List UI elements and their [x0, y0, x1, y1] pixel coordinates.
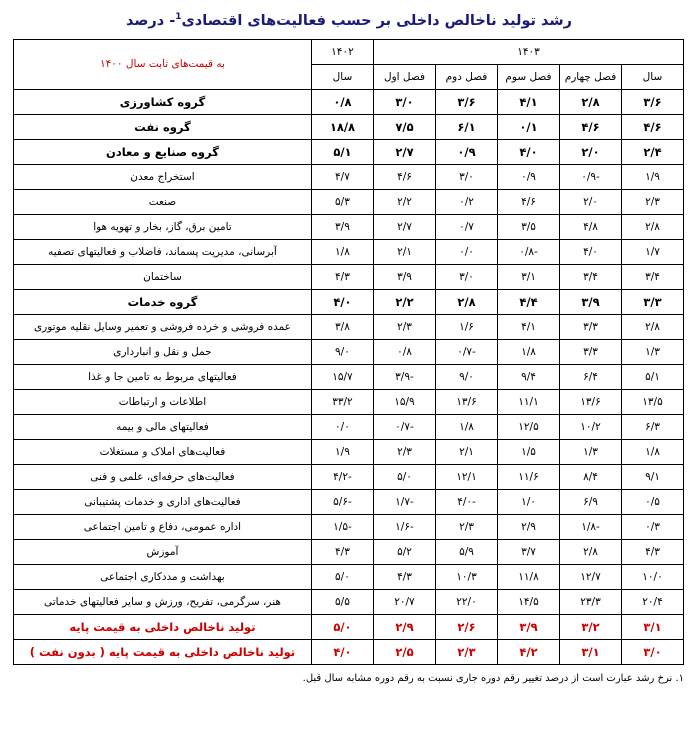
- table-cell: ۱۵/۷: [311, 364, 373, 389]
- row-label: تولید ناخالص داخلی به قیمت پایه: [13, 614, 311, 639]
- row-label: فعالیت‌های اداری و خدمات پشتیبانی: [13, 489, 311, 514]
- table-cell: ۲/۳: [436, 514, 498, 539]
- table-body: [13, 89, 683, 664]
- row-label: عمده فروشی و خرده فروشی و تعمیر وسایل نقلیه موتوری: [13, 314, 311, 339]
- table-row: [13, 439, 683, 464]
- title-footnote-marker: 1: [175, 12, 182, 22]
- table-cell: ۲/۲: [373, 289, 435, 314]
- table-row: [13, 489, 683, 514]
- table-cell: ۰/۹: [498, 164, 560, 189]
- year-group-1402: ۱۴۰۲: [311, 39, 373, 64]
- table-cell: -۱/۵: [311, 514, 373, 539]
- table-cell: ۳/۶: [436, 89, 498, 114]
- table-cell: ۱/۳: [560, 439, 622, 464]
- row-label: حمل و نقل و انبارداری: [13, 339, 311, 364]
- table-cell: ۴/۶: [560, 114, 622, 139]
- table-cell: ۳/۳: [560, 339, 622, 364]
- table-cell: ۲۳/۳: [560, 589, 622, 614]
- row-label: فعالیت‌های املاک و مستغلات: [13, 439, 311, 464]
- table-cell: ۲/۳: [622, 189, 684, 214]
- row-label: گروه نفت: [13, 114, 311, 139]
- table-row: [13, 114, 683, 139]
- page-title-suffix: - درصد: [125, 12, 176, 29]
- table-cell: ۳/۶: [622, 89, 684, 114]
- table-cell: ۶/۴: [560, 364, 622, 389]
- table-cell: -۱/۸: [560, 514, 622, 539]
- table-cell: ۰/۱: [498, 114, 560, 139]
- table-row: [13, 589, 683, 614]
- table-cell: ۴/۶: [498, 189, 560, 214]
- table-cell: ۲/۳: [436, 639, 498, 664]
- table-cell: ۱۳/۵: [622, 389, 684, 414]
- table-cell: ۳/۲: [560, 614, 622, 639]
- table-row: [13, 364, 683, 389]
- table-cell: ۱۱/۸: [498, 564, 560, 589]
- table-cell: ۲/۸: [622, 314, 684, 339]
- table-cell: ۵/۵: [311, 589, 373, 614]
- table-cell: ۴/۰: [311, 289, 373, 314]
- table-cell: ۱/۵: [498, 439, 560, 464]
- table-cell: ۶/۹: [560, 489, 622, 514]
- table-cell: ۱/۸: [436, 414, 498, 439]
- row-label: آموزش: [13, 539, 311, 564]
- table-cell: ۳/۵: [498, 214, 560, 239]
- table-cell: ۱۳/۶: [436, 389, 498, 414]
- table-cell: ۴/۰: [560, 239, 622, 264]
- table-cell: ۲/۰: [560, 189, 622, 214]
- table-cell: ۵/۲: [373, 539, 435, 564]
- table-cell: -۴/۰: [436, 489, 498, 514]
- table-cell: ۵/۰: [311, 614, 373, 639]
- table-cell: ۰/۲: [436, 189, 498, 214]
- table-cell: ۲/۱: [373, 239, 435, 264]
- table-cell: ۳/۰: [622, 639, 684, 664]
- table-cell: ۴/۰: [311, 639, 373, 664]
- table-cell: ۱/۹: [311, 439, 373, 464]
- table-cell: -۵/۶: [311, 489, 373, 514]
- table-cell: ۳۳/۲: [311, 389, 373, 414]
- table-cell: ۸/۴: [560, 464, 622, 489]
- table-row: [13, 514, 683, 539]
- row-label: ساختمان: [13, 264, 311, 289]
- table-cell: ۳/۳: [560, 314, 622, 339]
- table-cell: ۲/۰: [560, 139, 622, 164]
- table-cell: ۵/۳: [311, 189, 373, 214]
- table-row: [13, 89, 683, 114]
- table-cell: ۴/۱: [498, 314, 560, 339]
- table-cell: ۵/۰: [373, 464, 435, 489]
- column-header-2: فصل سوم: [498, 64, 560, 89]
- table-cell: ۰/۰: [436, 239, 498, 264]
- table-cell: ۱۲/۵: [498, 414, 560, 439]
- table-cell: ۱۸/۸: [311, 114, 373, 139]
- row-label: فعالیتهای مالی و بیمه: [13, 414, 311, 439]
- table-cell: ۱۰/۲: [560, 414, 622, 439]
- table-cell: ۰/۷: [436, 214, 498, 239]
- table-cell: ۱۱/۱: [498, 389, 560, 414]
- table-cell: ۲/۸: [622, 214, 684, 239]
- table-cell: ۹/۰: [311, 339, 373, 364]
- table-cell: ۴/۴: [498, 289, 560, 314]
- table-row: [13, 614, 683, 639]
- table-cell: ۳/۰: [373, 89, 435, 114]
- table-cell: ۱/۶: [436, 314, 498, 339]
- row-label: فعالیت‌های حرفه‌ای، علمی و فنی: [13, 464, 311, 489]
- table-row: [13, 564, 683, 589]
- table-row: [13, 339, 683, 364]
- table-cell: ۹/۱: [622, 464, 684, 489]
- table-cell: ۴/۸: [560, 214, 622, 239]
- table-cell: ۲/۷: [373, 139, 435, 164]
- table-row: [13, 139, 683, 164]
- table-cell: ۲/۲: [373, 189, 435, 214]
- row-label: تولید ناخالص داخلی به قیمت پایه ( بدون نفت ): [13, 639, 311, 664]
- table-row: [13, 239, 683, 264]
- table-cell: ۲/۸: [560, 539, 622, 564]
- row-label: اداره عمومی، دفاع و تامین اجتماعی: [13, 514, 311, 539]
- table-cell: ۶/۱: [436, 114, 498, 139]
- table-cell: ۳/۹: [373, 264, 435, 289]
- table-cell: ۳/۱: [498, 264, 560, 289]
- table-cell: ۱۱/۶: [498, 464, 560, 489]
- table-cell: ۰/۰: [311, 414, 373, 439]
- table-cell: ۳/۰: [436, 164, 498, 189]
- table-row: [13, 164, 683, 189]
- table-cell: ۱/۳: [622, 339, 684, 364]
- table-cell: ۳/۴: [622, 264, 684, 289]
- table-cell: -۰/۹: [560, 164, 622, 189]
- table-cell: ۴/۱: [498, 89, 560, 114]
- table-cell: ۱/۸: [498, 339, 560, 364]
- table-cell: -۴/۲: [311, 464, 373, 489]
- table-cell: ۲/۵: [373, 639, 435, 664]
- table-row: [13, 264, 683, 289]
- table-cell: ۲/۸: [560, 89, 622, 114]
- column-header-5: سال: [311, 64, 373, 89]
- table-cell: ۴/۳: [311, 539, 373, 564]
- table-cell: -۱/۶: [373, 514, 435, 539]
- table-header: [13, 39, 683, 89]
- table-cell: ۹/۰: [436, 364, 498, 389]
- table-row: [13, 314, 683, 339]
- table-cell: ۳/۷: [498, 539, 560, 564]
- row-label: استخراج معدن: [13, 164, 311, 189]
- table-cell: ۰/۸: [311, 89, 373, 114]
- table-cell: ۱۴/۵: [498, 589, 560, 614]
- table-cell: ۳/۸: [311, 314, 373, 339]
- table-row: [13, 639, 683, 664]
- column-header-3: فصل دوم: [436, 64, 498, 89]
- column-header-0: سال: [622, 64, 684, 89]
- table-cell: ۱/۹: [622, 164, 684, 189]
- row-label: هنر، سرگرمی، تفریح، ورزش و سایر فعالیتهای خدماتی: [13, 589, 311, 614]
- table-cell: ۳/۹: [311, 214, 373, 239]
- column-header-1: فصل چهارم: [560, 64, 622, 89]
- table-cell: ۲/۹: [498, 514, 560, 539]
- table-cell: ۲۰/۴: [622, 589, 684, 614]
- table-cell: ۱/۸: [622, 439, 684, 464]
- table-cell: ۴/۰: [498, 139, 560, 164]
- table-cell: -۰/۷: [436, 339, 498, 364]
- table-cell: ۲/۳: [373, 439, 435, 464]
- row-label: اطلاعات و ارتباطات: [13, 389, 311, 414]
- table-cell: -۱/۷: [373, 489, 435, 514]
- table-cell: ۱/۸: [311, 239, 373, 264]
- table-cell: ۲/۱: [436, 439, 498, 464]
- table-cell: ۴/۶: [622, 114, 684, 139]
- table-cell: ۱۳/۶: [560, 389, 622, 414]
- row-label: گروه کشاورزی: [13, 89, 311, 114]
- page-title-text: رشد تولید ناخالص داخلی بر حسب فعالیت‌های اقتصادی: [181, 12, 573, 29]
- year-group-1403: ۱۴۰۳: [373, 39, 683, 64]
- table-cell: ۲۲/۰: [436, 589, 498, 614]
- table-row: [13, 389, 683, 414]
- table-cell: ۲۰/۷: [373, 589, 435, 614]
- table-cell: ۷/۵: [373, 114, 435, 139]
- table-cell: ۱/۷: [622, 239, 684, 264]
- table-cell: ۴/۲: [498, 639, 560, 664]
- table-cell: ۲/۹: [373, 614, 435, 639]
- table-cell: ۲/۷: [373, 214, 435, 239]
- header-row-years: [13, 39, 683, 64]
- table-cell: ۵/۹: [436, 539, 498, 564]
- table-cell: -۳/۹: [373, 364, 435, 389]
- row-label: صنعت: [13, 189, 311, 214]
- table-row: [13, 539, 683, 564]
- table-row: [13, 414, 683, 439]
- gdp-growth-table: [13, 39, 684, 665]
- table-row: [13, 214, 683, 239]
- table-cell: ۵/۰: [311, 564, 373, 589]
- table-cell: ۴/۳: [311, 264, 373, 289]
- table-cell: ۱۰/۰: [622, 564, 684, 589]
- table-cell: ۳/۱: [622, 614, 684, 639]
- table-cell: ۰/۵: [622, 489, 684, 514]
- row-label: آبرسانی، مدیریت پسماند، فاضلاب و فعالیتهای تصفیه: [13, 239, 311, 264]
- table-cell: ۰/۳: [622, 514, 684, 539]
- table-cell: -۰/۸: [498, 239, 560, 264]
- table-cell: ۱۵/۹: [373, 389, 435, 414]
- table-cell: ۳/۰: [436, 264, 498, 289]
- row-label: فعالیتهای مربوط به تامین جا و غذا: [13, 364, 311, 389]
- table-cell: ۰/۸: [373, 339, 435, 364]
- table-cell: ۳/۹: [560, 289, 622, 314]
- table-cell: ۲/۴: [622, 139, 684, 164]
- table-cell: ۳/۴: [560, 264, 622, 289]
- table-cell: ۱/۰: [498, 489, 560, 514]
- footnote: ۱. نرخ رشد عبارت است از درصد تغییر رقم دوره جاری نسبت به رقم دوره مشابه سال قبل.: [302, 672, 684, 684]
- table-cell: ۰/۹: [436, 139, 498, 164]
- table-cell: ۳/۹: [498, 614, 560, 639]
- table-cell: ۶/۳: [622, 414, 684, 439]
- column-header-4: فصل اول: [373, 64, 435, 89]
- table-cell: ۲/۳: [373, 314, 435, 339]
- table-row: [13, 289, 683, 314]
- table-cell: ۴/۳: [373, 564, 435, 589]
- table-cell: ۵/۱: [311, 139, 373, 164]
- table-cell: ۱۲/۱: [436, 464, 498, 489]
- table-row: [13, 189, 683, 214]
- table-row: [13, 464, 683, 489]
- table-cell: ۴/۶: [373, 164, 435, 189]
- row-label: گروه خدمات: [13, 289, 311, 314]
- table-cell: ۱۲/۷: [560, 564, 622, 589]
- row-label: تامین برق، گاز، بخار و تهویه هوا: [13, 214, 311, 239]
- table-cell: ۲/۶: [436, 614, 498, 639]
- table-cell: ۴/۷: [311, 164, 373, 189]
- table-cell: -۰/۷: [373, 414, 435, 439]
- row-label: بهداشت و مددکاری اجتماعی: [13, 564, 311, 589]
- table-cell: ۲/۸: [436, 289, 498, 314]
- table-cell: ۳/۱: [560, 639, 622, 664]
- header-note: به قیمت‌های ثابت سال ۱۴۰۰: [13, 39, 311, 89]
- table-cell: ۳/۳: [622, 289, 684, 314]
- table-cell: ۵/۱: [622, 364, 684, 389]
- page-title: [14, 12, 684, 29]
- row-label: گروه صنایع و معادن: [13, 139, 311, 164]
- table-cell: ۱۰/۳: [436, 564, 498, 589]
- table-cell: ۹/۴: [498, 364, 560, 389]
- table-cell: ۴/۳: [622, 539, 684, 564]
